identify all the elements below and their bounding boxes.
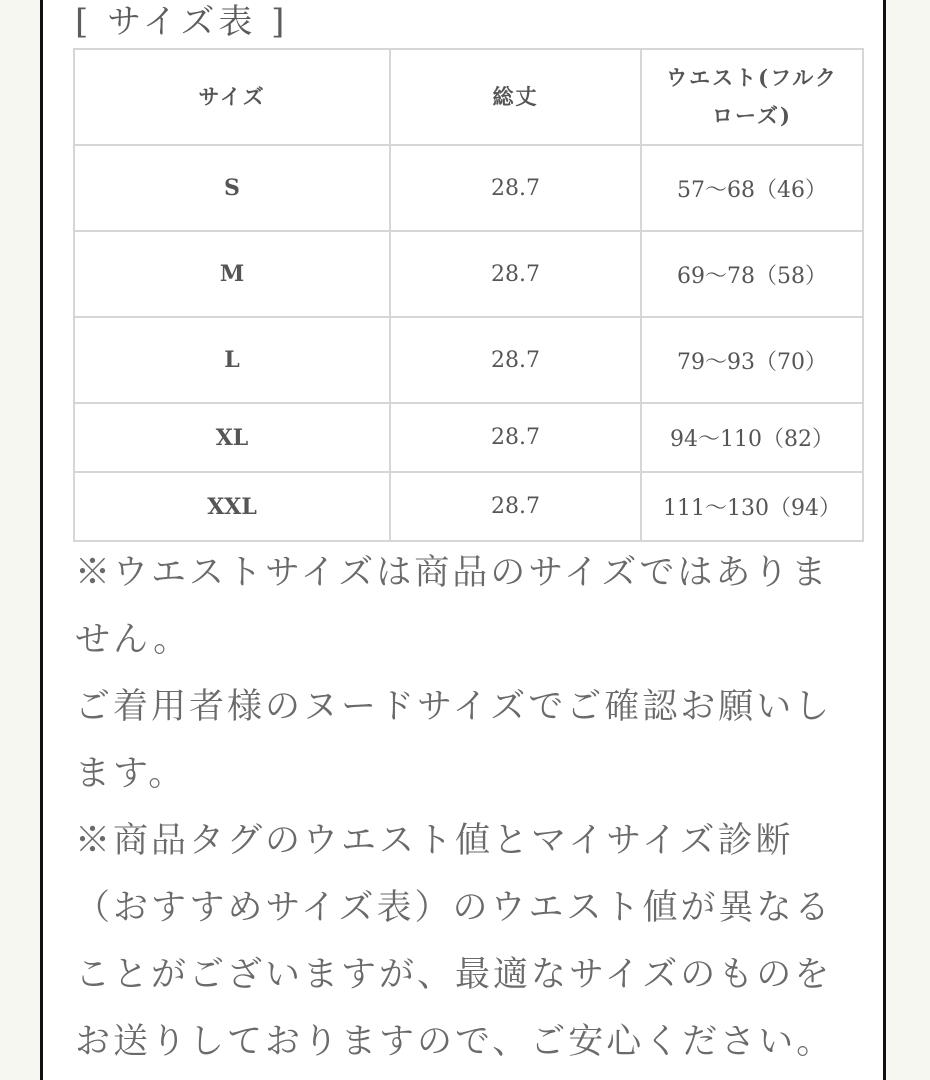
- section-heading: [ サイズ表 ]: [75, 2, 289, 42]
- waist-cell: 79～93（70）: [641, 317, 863, 403]
- waist-cell: 57～68（46）: [641, 145, 863, 231]
- size-table: [73, 48, 864, 542]
- header-length: 総丈: [390, 49, 641, 145]
- header-size: サイズ: [74, 49, 390, 145]
- note-tag-difference: ※商品タグのウエスト値とマイサイズ診断（おすすめサイズ表）のウエスト値が異なることがございますが、最適なサイズのものをお送りしておりますので、ご安心ください。: [75, 821, 835, 1062]
- header-waist: [641, 49, 863, 145]
- header-waist-line1: ウエスト(フルク: [666, 65, 838, 90]
- content-panel: [40, 0, 886, 1080]
- size-cell: XL: [74, 403, 390, 472]
- size-cell: L: [74, 317, 390, 403]
- table-row: [74, 403, 863, 472]
- length-cell: 28.7: [390, 472, 641, 541]
- size-cell: S: [74, 145, 390, 231]
- length-cell: 28.7: [390, 317, 641, 403]
- notes: [75, 540, 845, 1076]
- table-row: [74, 145, 863, 231]
- note-nude-size: ご着用者様のヌードサイズでご確認お願いします。: [75, 687, 833, 794]
- size-cell: M: [74, 231, 390, 317]
- table-row: [74, 317, 863, 403]
- waist-cell: 111～130（94）: [641, 472, 863, 541]
- note-waist-size: ※ウエストサイズは商品のサイズではありません。: [75, 553, 830, 660]
- table-header-row: [74, 49, 863, 145]
- waist-cell: 69～78（58）: [641, 231, 863, 317]
- table-row: [74, 231, 863, 317]
- length-cell: 28.7: [390, 145, 641, 231]
- size-cell: XXL: [74, 472, 390, 541]
- header-waist-line2: ローズ): [712, 103, 792, 128]
- length-cell: 28.7: [390, 231, 641, 317]
- length-cell: 28.7: [390, 403, 641, 472]
- waist-cell: 94～110（82）: [641, 403, 863, 472]
- table-row: [74, 472, 863, 541]
